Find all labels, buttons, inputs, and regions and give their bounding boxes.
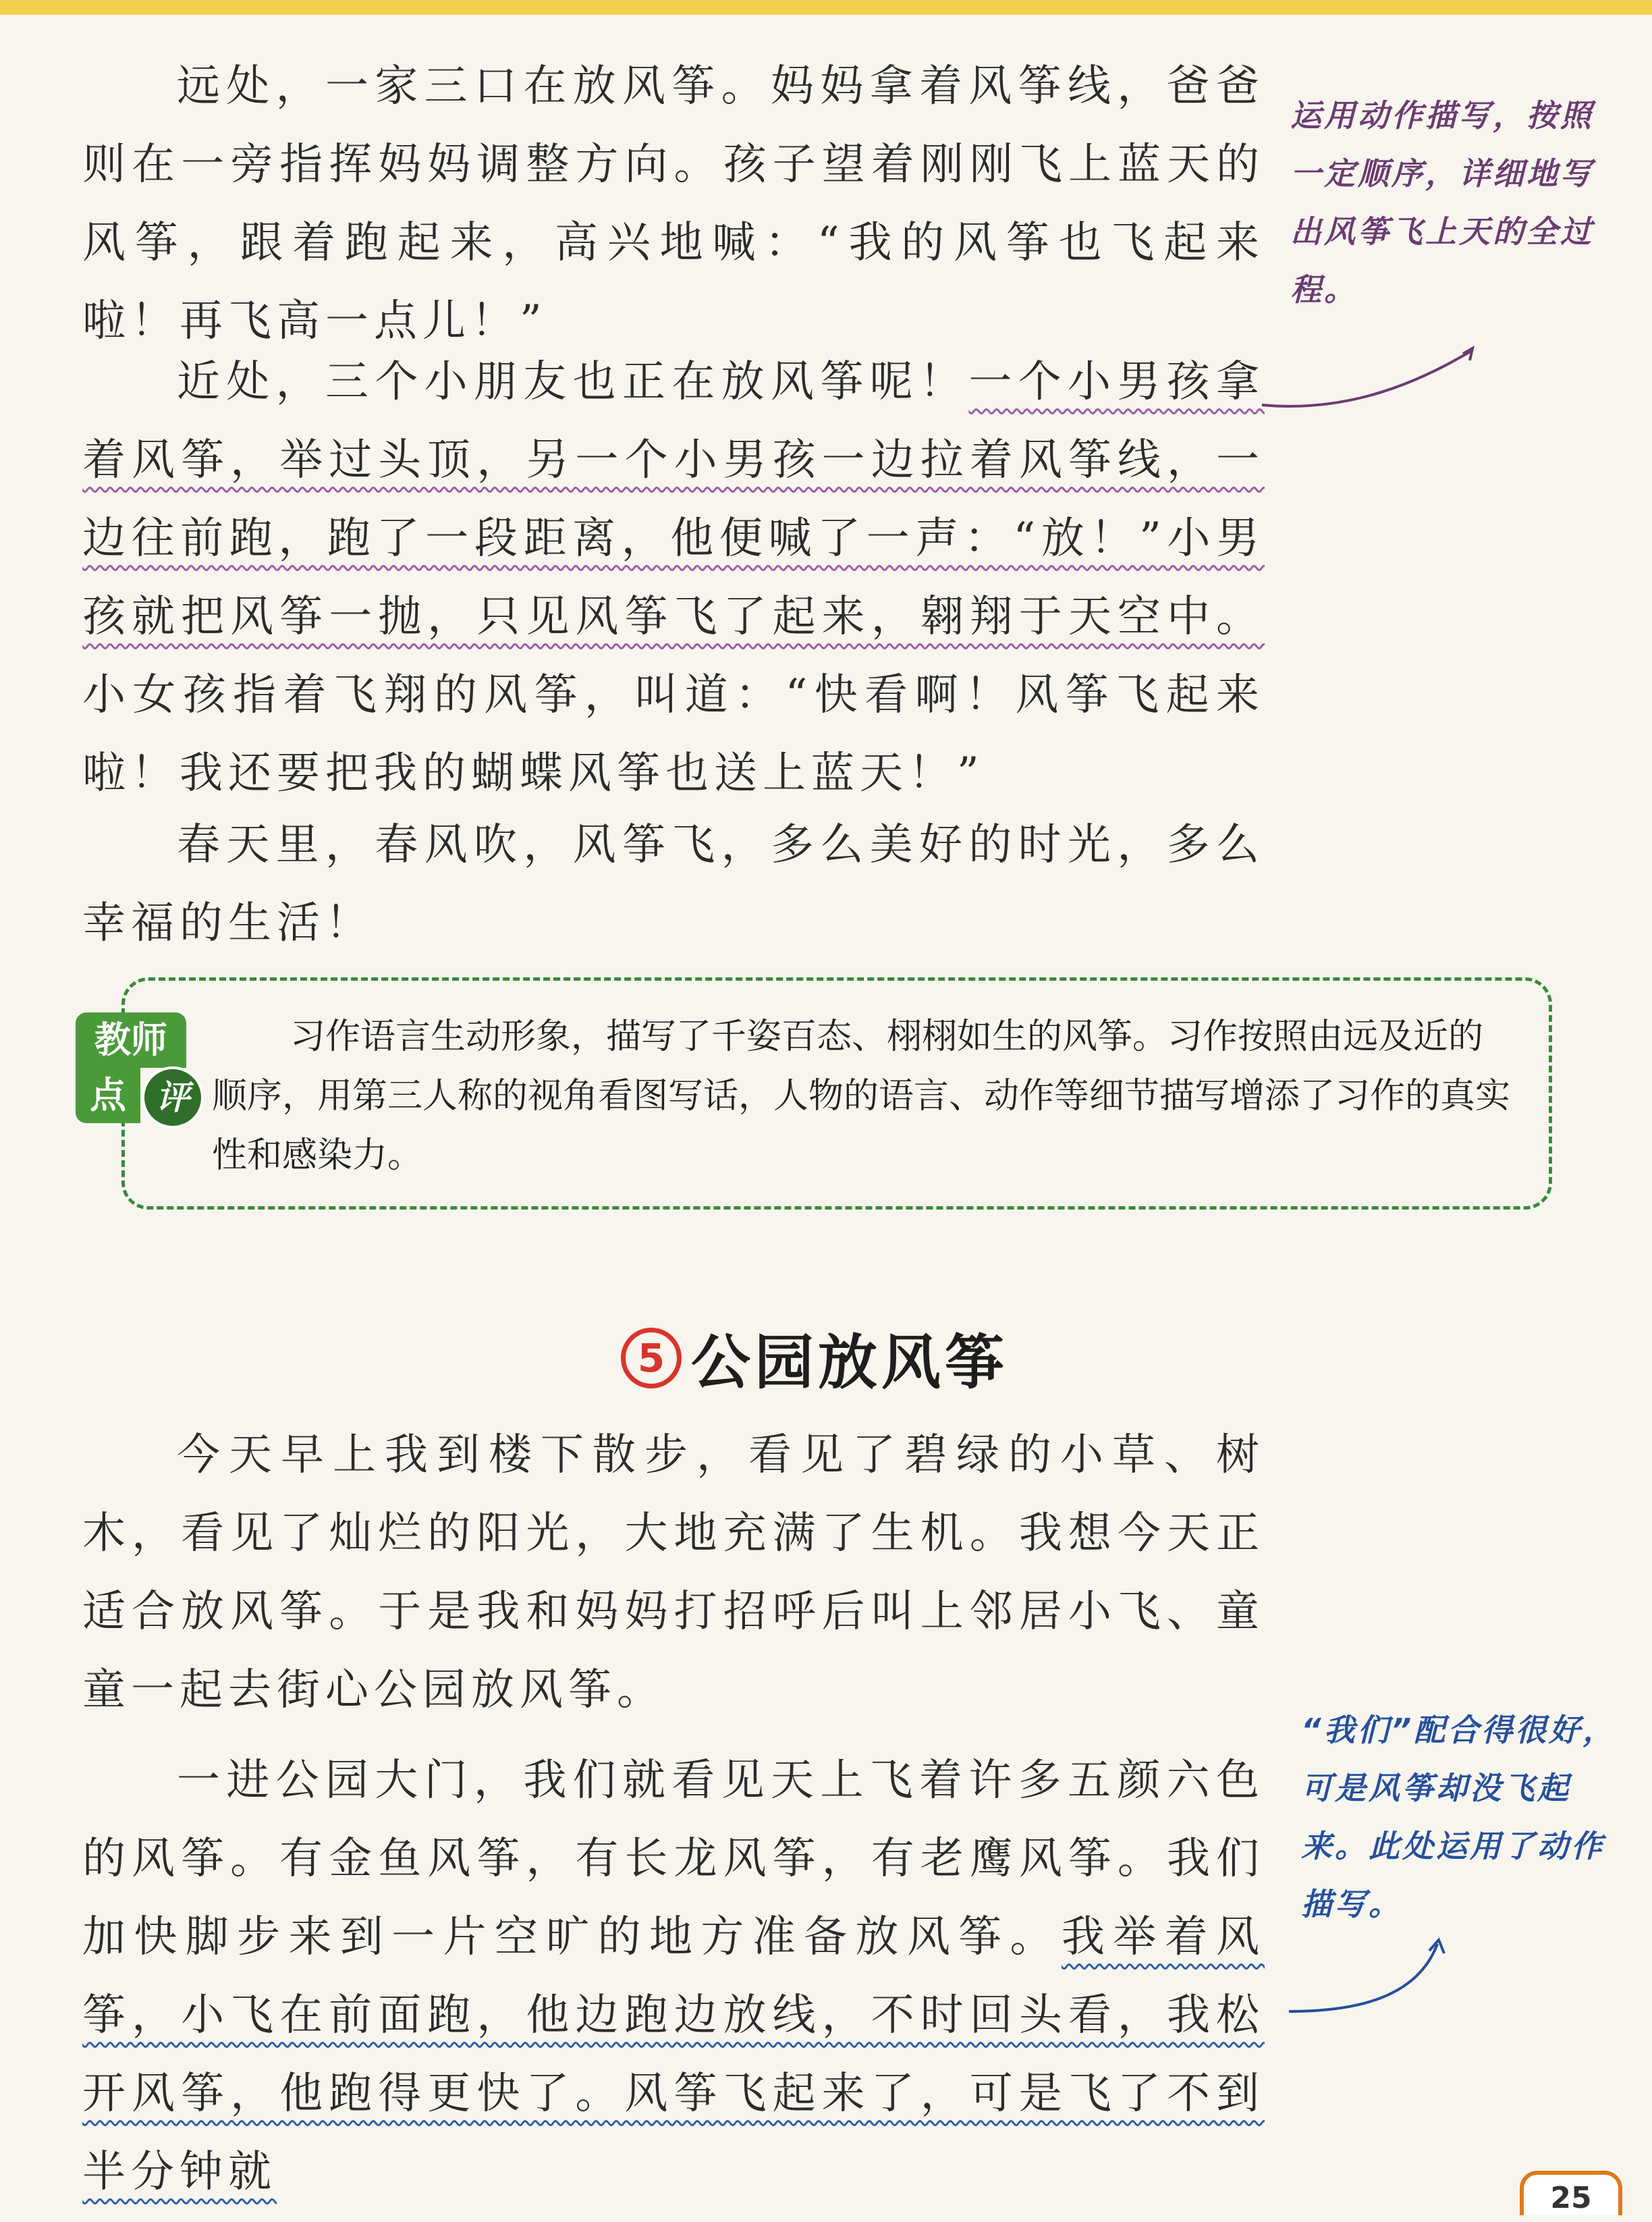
essay1-paragraph-3: 春天里，春风吹，风筝飞，多么美好的时光，多么幸福的生活！ [82,820,1265,948]
badge-ping-label: 评 [142,1066,204,1129]
essay2-paragraph-1: 今天早上我到楼下散步，看见了碧绿的小草、树木，看见了灿烂的阳光，大地充满了生机。我想今天正适合放风筝。于是我和妈妈打招呼后叫上邻居小飞、童童一起去街心公园放风筝。 [82,1430,1265,1715]
essay1-paragraph-2-intro: 近处，三个小朋友也正在放风筝呢！ [177,357,969,407]
essay2-paragraph-2 [82,1741,1265,2211]
essay1-note-arrow [1255,337,1498,418]
essay2-note-arrow [1282,1930,1485,2025]
essay2-title [621,1318,1008,1399]
essay1-paragraph-2 [82,343,1265,813]
essay1-paragraph-1: 远处，一家三口在放风筝。妈妈拿着风筝线，爸爸则在一旁指挥妈妈调整方向。孩子望着刚刚飞上蓝天的风筝，跟着跑起来，高兴地喊：“我的风筝也飞起来啦！再飞高一点儿！” [82,61,1265,346]
essay2-underlined-action-sentence: 我举着风筝，小飞在前面跑，他边跑边放线，不时回头看，我松开风筝，他跑得更快了。风筝飞起来了，可是飞了不到半分钟就 [82,1912,1265,2197]
essay2-number-badge: 5 [621,1328,682,1388]
teacher-comment-text: 习作语言生动形象，描写了千姿百态、栩栩如生的风筝。习作按照由远及近的顺序，用第三人称的视角看图写话，人物的语言、动作等细节描写增添了习作的真实性和感染力。 [212,1017,1511,1176]
badge-dian-label: 点 [76,1068,140,1123]
teacher-comment-badge [76,1012,190,1127]
essay2-title-text: 公园放风筝 [691,1328,1009,1397]
page-number: 25 [1520,2171,1622,2215]
essay1-margin-note: 运用动作描写，按照一定顺序，详细地写出风筝飞上天的全过程。 [1290,97,1594,308]
badge-teacher-label: 教师 [76,1012,186,1068]
top-color-band [0,0,1652,15]
essay2-margin-note: “我们”配合得很好，可是风筝却没飞起来。此处运用了动作描写。 [1301,1712,1617,1922]
essay2-paragraph-2-intro: 一进公园大门，我们就看见天上飞着许多五颜六色的风筝。有金鱼风筝，有长龙风筝，有老鹰风筝。我们加快脚步来到一片空旷的地方准备放风筝。 [82,1756,1265,1962]
essay1-paragraph-2-end: 小女孩指着飞翔的风筝，叫道：“快看啊！风筝飞起来啦！我还要把我的蝴蝶风筝也送上蓝天！” [82,670,1265,798]
essay1-underlined-action-sentence: 一个小男孩拿着风筝，举过头顶，另一个小男孩一边拉着风筝线，一边往前跑，跑了一段距离，他便喊了一声：“放！”小男孩就把风筝一抛，只见风筝飞了起来，翱翔于天空中。 [82,357,1265,642]
